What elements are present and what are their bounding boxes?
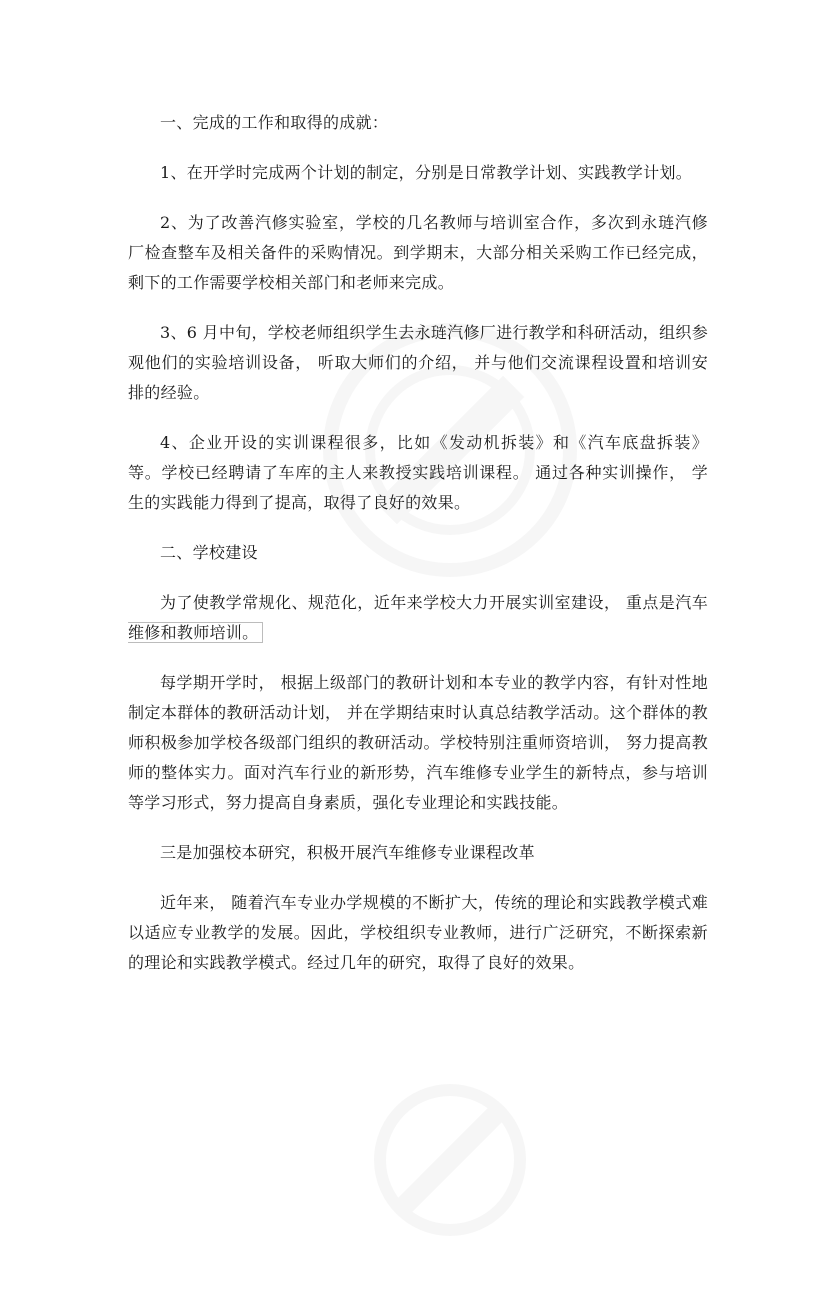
document-body: [128, 108, 708, 978]
section-heading-achievements: 一、完成的工作和取得的成就：: [160, 113, 389, 132]
section-heading-curriculum-reform: 三是加强校本研究，积极开展汽车维修专业课程改革: [160, 843, 535, 862]
paragraph-reform-results: 近年来， 随着汽车专业办学规模的不断扩大，传统的理论和实践教学模式难以适应专业教学的发展。因此，学校组织专业教师，进行广泛研究，不断探索新的理论和实践教学模式。经过几年的研究，取得了良好的效果。: [128, 893, 708, 972]
paragraph-teaching-research: 每学期开学时， 根据上级部门的教研计划和本专业的教学内容，有针对性地制定本群体的教研活动计划， 并在学期结束时认真总结教学活动。这个群体的教师积极参加学校各级部门组织的教研活动。学校特别注重师资培训， 努力提高教师的整体实力。面对汽车行业的新形势，汽车维修专业学生的新特点，参与培训等学习形式，努力提高自身素质，强化专业理论和实践技能。: [128, 673, 708, 812]
paragraph-training-room-main: 为了使教学常规化、规范化，近年来学校大力开展实训室建设， 重点是汽车: [160, 593, 708, 612]
paragraph-item-1: 1、在开学时完成两个计划的制定，分别是日常教学计划、实践教学计划。: [160, 163, 693, 182]
paragraph-training-room: [128, 588, 708, 648]
section-heading-school-construction: 二、学校建设: [160, 543, 258, 562]
selected-text-box: 维修和教师培训。: [128, 622, 263, 643]
paragraph-item-2: 2、为了改善汽修实验室，学校的几名教师与培训室合作，多次到永琏汽修厂检查整车及相关备件的采购情况。到学期末，大部分相关采购工作已经完成，剩下的工作需要学校相关部门和老师来完成。: [128, 213, 708, 292]
paragraph-item-4: 4、企业开设的实训课程很多，比如《发动机拆装》和《汽车底盘拆装》等。学校已经聘请了车库的主人来教授实践培训课程。 通过各种实训操作， 学生的实践能力得到了提高，取得了良好的效果。: [128, 433, 708, 512]
watermark-logo-bottom-icon: [316, 1026, 585, 1294]
paragraph-item-3: 3、6 月中旬，学校老师组织学生去永琏汽修厂进行教学和科研活动，组织参观他们的实验培训设备， 听取大师们的介绍， 并与他们交流课程设置和培训安排的经验。: [128, 323, 708, 402]
